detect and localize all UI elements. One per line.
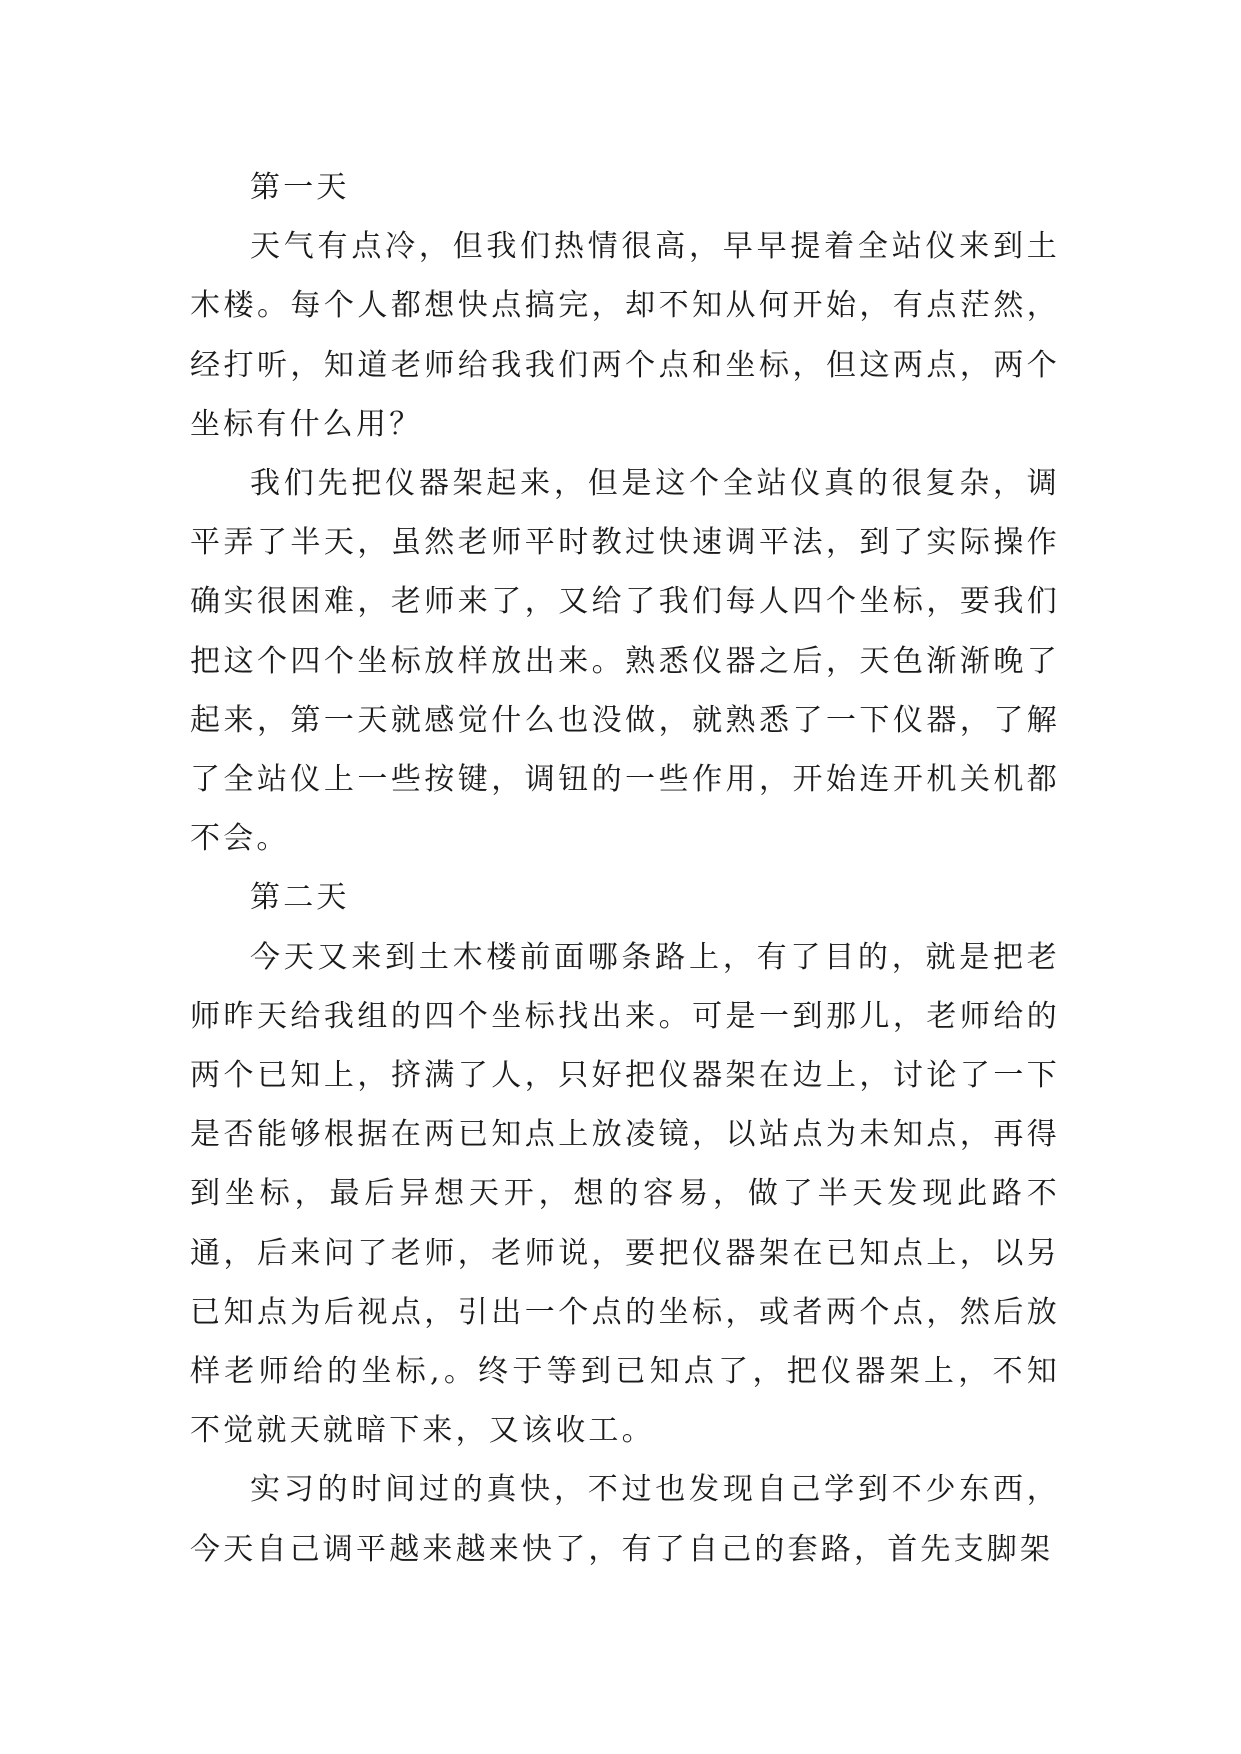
- heading-day-one: 第一天: [250, 170, 350, 205]
- heading-day-two: 第二天: [250, 880, 350, 916]
- paragraph-instrument-setup: 我们先把仪器架起来，但是这个全站仪真的很复杂，调平弄了半天，虽然老师平时教过快速调平法，到了实际操作确实很困难，老师来了，又给了我们每人四个坐标，要我们把这个四个坐标放样放出来。熟悉仪器之后，天色渐渐晚了起来，第一天就感觉什么也没做，就熟悉了一下仪器，了解了全站仪上一些按键，调钮的一些作用，开始连开机关机都不会。: [190, 466, 1060, 857]
- paragraph-progress: 实习的时间过的真快，不过也发现自己学到不少东西，今天自己调平越来越来快了，有了自己的套路，首先支脚架: [190, 1472, 1060, 1567]
- paragraph-weather: 天气有点冷，但我们热情很高，早早提着全站仪来到土木楼。每个人都想快点搞完，却不知从何开始，有点茫然，经打听，知道老师给我我们两个点和坐标，但这两点，两个坐标有什么用？: [190, 229, 1060, 442]
- document-body: [190, 158, 1060, 1579]
- paragraph-day-two: 今天又来到土木楼前面哪条路上，有了目的，就是把老师昨天给我组的四个坐标找出来。可是一到那儿，老师给的两个已知上，挤满了人，只好把仪器架在边上，讨论了一下是否能够根据在两已知点上放凌镜，以站点为未知点，再得到坐标，最后异想天开，想的容易，做了半天发现此路不通，后来问了老师，老师说，要把仪器架在已知点上，以另已知点为后视点，引出一个点的坐标，或者两个点，然后放样老师给的坐标,。终于等到已知点了，把仪器架上，不知不觉就天就暗下来，又该收工。: [190, 939, 1060, 1449]
